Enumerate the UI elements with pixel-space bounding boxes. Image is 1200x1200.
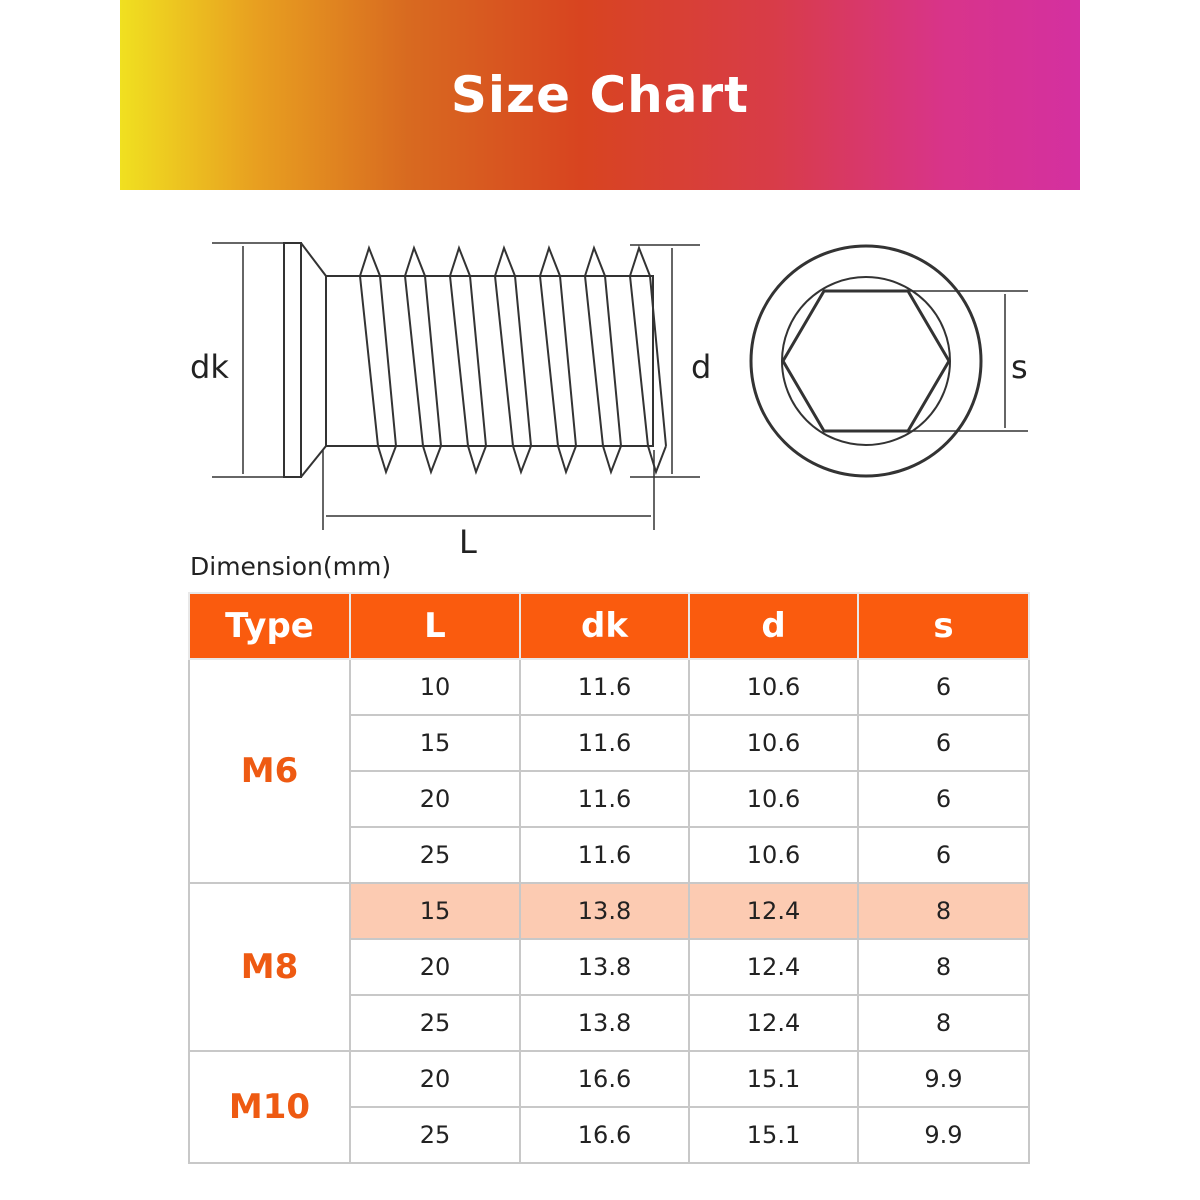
column-header-L: L xyxy=(350,593,520,659)
cell-L: 15 xyxy=(350,883,520,939)
s-label: s xyxy=(1011,348,1028,386)
type-cell-m6: M6 xyxy=(189,659,350,883)
cell-dk: 11.6 xyxy=(520,715,689,771)
page-title: Size Chart xyxy=(450,66,750,124)
cell-s: 9.9 xyxy=(858,1107,1029,1163)
cell-s: 8 xyxy=(858,883,1029,939)
cell-L: 25 xyxy=(350,995,520,1051)
cell-dk: 13.8 xyxy=(520,995,689,1051)
type-cell-m10: M10 xyxy=(189,1051,350,1163)
cell-d: 12.4 xyxy=(689,939,858,995)
cell-dk: 11.6 xyxy=(520,771,689,827)
cell-s: 8 xyxy=(858,995,1029,1051)
d-label: d xyxy=(691,348,712,386)
table-header-row xyxy=(189,593,1029,659)
cell-s: 9.9 xyxy=(858,1051,1029,1107)
cell-d: 10.6 xyxy=(689,771,858,827)
table-row xyxy=(189,1051,1029,1107)
cell-s: 6 xyxy=(858,659,1029,715)
cell-dk: 16.6 xyxy=(520,1051,689,1107)
cell-s: 6 xyxy=(858,715,1029,771)
cell-L: 20 xyxy=(350,939,520,995)
table-row-highlighted xyxy=(189,883,1029,939)
cell-L: 20 xyxy=(350,771,520,827)
cell-dk: 13.8 xyxy=(520,939,689,995)
cell-d: 15.1 xyxy=(689,1107,858,1163)
cell-s: 6 xyxy=(858,771,1029,827)
cell-d: 10.6 xyxy=(689,715,858,771)
header-banner xyxy=(120,0,1080,190)
cell-d: 12.4 xyxy=(689,995,858,1051)
cell-d: 10.6 xyxy=(689,827,858,883)
cell-dk: 16.6 xyxy=(520,1107,689,1163)
table-row xyxy=(189,659,1029,715)
L-label: L xyxy=(459,523,477,560)
column-header-s: s xyxy=(858,593,1029,659)
cell-L: 25 xyxy=(350,1107,520,1163)
column-header-dk: dk xyxy=(520,593,689,659)
size-table xyxy=(188,592,1030,1164)
dimension-caption: Dimension(mm) xyxy=(190,552,392,581)
column-header-type: Type xyxy=(189,593,350,659)
column-header-d: d xyxy=(689,593,858,659)
cell-s: 6 xyxy=(858,827,1029,883)
insert-nut-diagram xyxy=(0,190,1200,560)
cell-s: 8 xyxy=(858,939,1029,995)
cell-d: 10.6 xyxy=(689,659,858,715)
cell-dk: 11.6 xyxy=(520,827,689,883)
cell-L: 10 xyxy=(350,659,520,715)
dk-label: dk xyxy=(190,348,229,386)
type-cell-m8: M8 xyxy=(189,883,350,1051)
cell-d: 15.1 xyxy=(689,1051,858,1107)
cell-d: 12.4 xyxy=(689,883,858,939)
cell-L: 20 xyxy=(350,1051,520,1107)
thread-lines xyxy=(360,248,666,472)
cell-dk: 11.6 xyxy=(520,659,689,715)
cell-L: 25 xyxy=(350,827,520,883)
cell-dk: 13.8 xyxy=(520,883,689,939)
cell-L: 15 xyxy=(350,715,520,771)
